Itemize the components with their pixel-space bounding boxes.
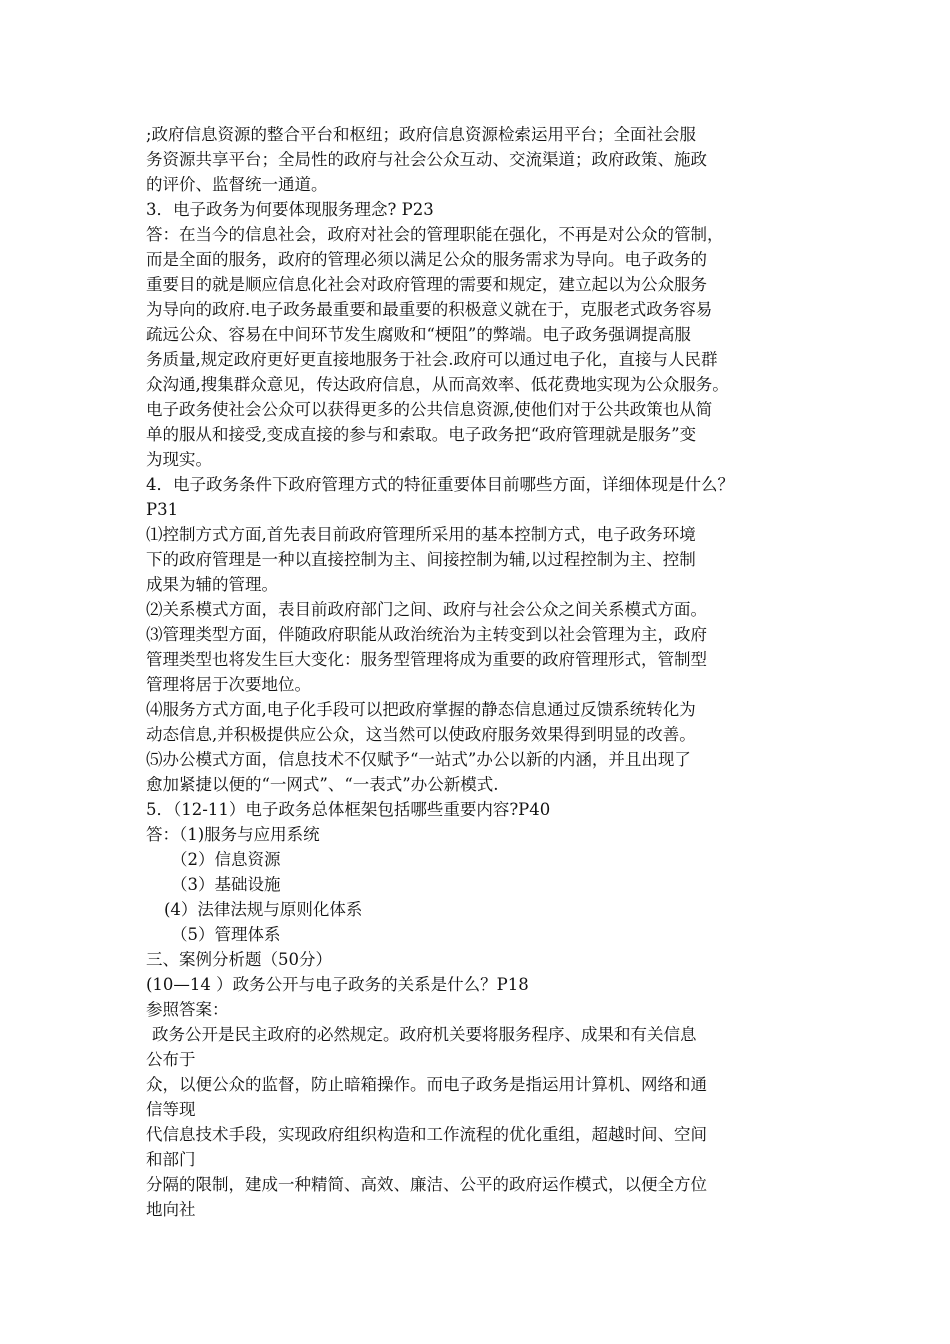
text-line: 电子政务使社会公众可以获得更多的公共信息资源,使他们对于公共政策也从简 <box>146 400 713 419</box>
text-line: 信等现 <box>146 1100 196 1119</box>
text-line: 下的政府管理是一种以直接控制为主、间接控制为辅,以过程控制为主、控制 <box>146 550 696 569</box>
text-line: 公布于 <box>146 1050 196 1069</box>
text-line: ;政府信息资源的整合平台和枢纽；政府信息资源检索运用平台；全面社会服 <box>146 125 697 144</box>
text-line: 务资源共享平台；全局性的政府与社会公众互动、交流渠道；政府政策、施政 <box>146 150 707 169</box>
text-line: P31 <box>146 500 179 519</box>
question-heading: 4．电子政务条件下政府管理方式的特征重要体目前哪些方面，详细体现是什么？ <box>146 475 734 494</box>
text-line: 众沟通,搜集群众意见，传达政府信息，从而高效率、低花费地实现为公众服务。 <box>146 375 729 394</box>
text-line: 务质量,规定政府更好更直接地服务于社会.政府可以通过电子化，直接与人民群 <box>146 350 718 369</box>
text-line: 众，以便公众的监督，防止暗箱操作。而电子政务是指运用计算机、网络和通 <box>146 1075 707 1094</box>
document-body <box>146 122 826 1222</box>
text-line: 答：在当今的信息社会，政府对社会的管理职能在强化，不再是对公众的管制， <box>146 225 724 244</box>
text-line: ⑸办公模式方面，信息技术不仅赋予“一站式”办公以新的内涵，并且出现了 <box>146 750 691 769</box>
question-heading: 3．电子政务为何要体现服务理念? P23 <box>146 200 434 219</box>
text-line: 单的服从和接受,变成直接的参与和索取。电子政务把“政府管理就是服务”变 <box>146 425 697 444</box>
text-line: 答：（1)服务与应用系统 <box>146 825 320 844</box>
text-line: 代信息技术手段，实现政府组织构造和工作流程的优化重组，超越时间、空间 <box>146 1125 707 1144</box>
text-line: 地向社 <box>146 1200 196 1219</box>
text-line: 管理类型也将发生巨大变化：服务型管理将成为重要的政府管理形式，管制型 <box>146 650 707 669</box>
question-heading: (10—14 ）政务公开与电子政务的关系是什么？P18 <box>146 975 529 994</box>
text-line: 重要目的就是顺应信息化社会对政府管理的需要和规定，建立起以为公众服务 <box>146 275 707 294</box>
text-line: 成果为辅的管理。 <box>146 575 278 594</box>
text-line: 参照答案： <box>146 1000 229 1019</box>
text-line: 和部门 <box>146 1150 196 1169</box>
text-line: 为导向的政府.电子政务最重要和最重要的积极意义就在于，克服老式政务容易 <box>146 300 713 319</box>
text-line: ⑴控制方式方面,首先表目前政府管理所采用的基本控制方式，电子政务环境 <box>146 525 696 544</box>
text-line: 疏远公众、容易在中间环节发生腐败和“梗阻”的弊端。电子政务强调提高服 <box>146 325 691 344</box>
list-item: （2）信息资源 <box>171 850 281 869</box>
text-line: ⑷服务方式方面,电子化手段可以把政府掌握的静态信息通过反馈系统转化为 <box>146 700 696 719</box>
text-line: 分隔的限制，建成一种精简、高效、廉洁、公平的政府运作模式，以便全方位 <box>146 1175 707 1194</box>
list-item: （5）管理体系 <box>171 925 281 944</box>
text-line: ⑶管理类型方面，伴随政府职能从政治统治为主转变到以社会管理为主，政府 <box>146 625 707 644</box>
text-line: 政务公开是民主政府的必然规定。政府机关要将服务程序、成果和有关信息 <box>152 1025 697 1044</box>
text-line: 动态信息,并积极提供应公众，这当然可以使政府服务效果得到明显的改善。 <box>146 725 696 744</box>
section-heading: 三、案例分析题（50分） <box>146 950 332 969</box>
text-line: 的评价、监督统一通道。 <box>146 175 328 194</box>
text-line: 为现实。 <box>146 450 212 469</box>
text-line: ⑵关系模式方面，表目前政府部门之间、政府与社会公众之间关系模式方面。 <box>146 600 707 619</box>
text-line: 而是全面的服务，政府的管理必须以满足公众的服务需求为导向。电子政务的 <box>146 250 707 269</box>
text-line: 愈加紧捷以便的“一网式”、“一表式”办公新模式. <box>146 775 499 794</box>
question-heading: 5．（12-11）电子政务总体框架包括哪些重要内容?P40 <box>146 800 551 819</box>
text-line: 管理将居于次要地位。 <box>146 675 311 694</box>
list-item: (4）法律法规与原则化体系 <box>164 900 363 919</box>
list-item: （3）基础设施 <box>171 875 281 894</box>
